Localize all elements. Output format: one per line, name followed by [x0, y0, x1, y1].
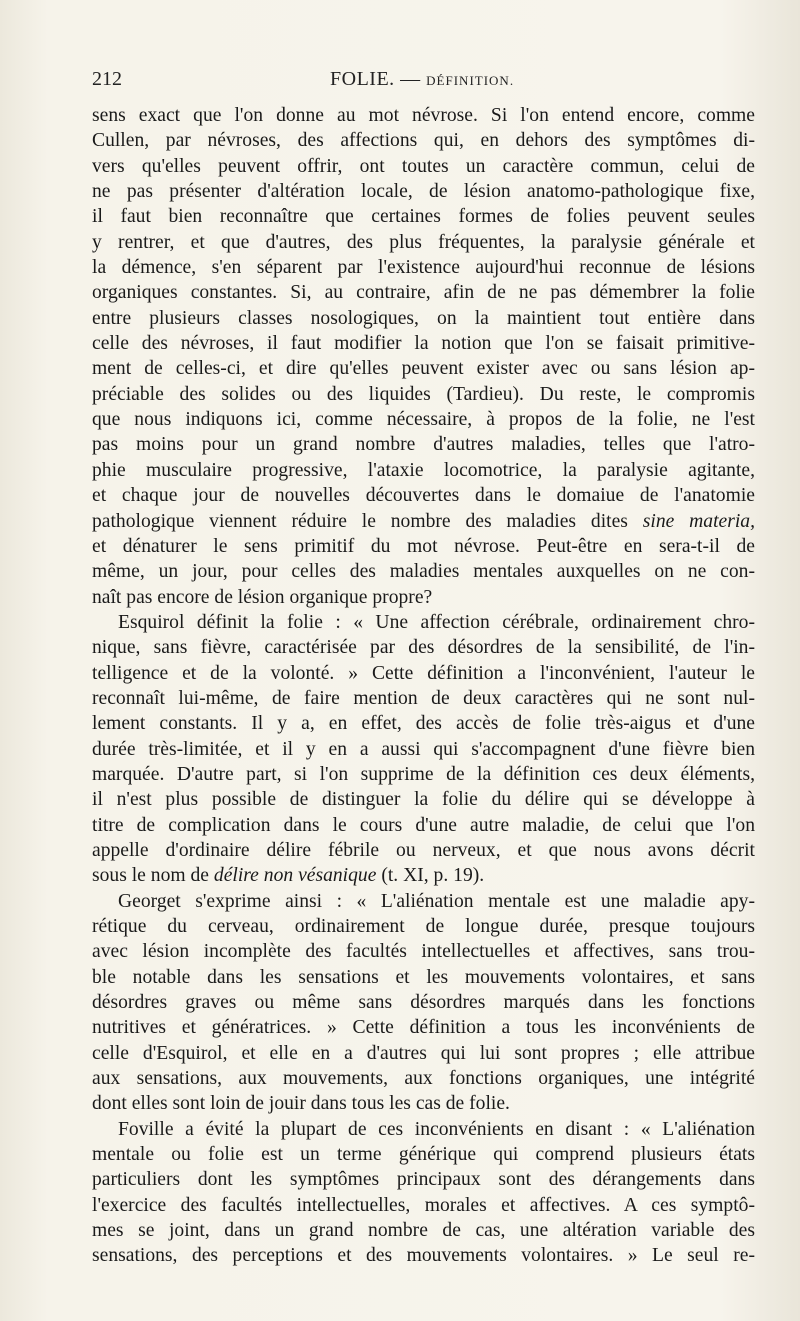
text-line-content: lement constants. Il y a, en effet, des accès de folie très-aigus et d'une	[92, 713, 755, 735]
text-line	[92, 838, 755, 863]
text-line	[92, 356, 755, 381]
text-line	[92, 458, 755, 483]
text-line-content: nique, sans fièvre, caractérisée par des désordres de la sensibilité, de l'in-	[92, 637, 755, 659]
text-line	[92, 103, 755, 128]
text-line	[92, 1243, 755, 1268]
header-section: DÉFINITION.	[426, 73, 515, 88]
text-line	[92, 737, 755, 762]
text-line	[92, 179, 755, 204]
text-line-content: que nous indiquons ici, comme nécessaire, à propos de la folie, ne l'est	[92, 409, 755, 431]
text-line	[92, 382, 755, 407]
text-line-content: entre plusieurs classes nosologiques, on la maintient tout entière dans	[92, 307, 755, 329]
text-line	[92, 128, 755, 153]
text-line-content: pas moins pour un grand nombre d'autres maladies, telles que l'atro-	[92, 434, 755, 456]
text-line-content: mentale ou folie est un terme générique qui comprend plusieurs états	[92, 1144, 755, 1166]
text-line-content: organiques constantes. Si, au contraire, afin de ne pas démembrer la folie	[92, 282, 755, 304]
text-line	[92, 1041, 755, 1066]
text-line	[92, 610, 755, 635]
text-line	[92, 1167, 755, 1192]
text-line-content: nutritives et génératrices. » Cette définition a tous les inconvénients de	[92, 1017, 755, 1039]
text-line	[92, 686, 755, 711]
text-line	[92, 204, 755, 229]
text-line-content: préciable des solides ou des liquides (Tardieu). Du reste, le compromis	[92, 383, 755, 405]
text-line	[92, 939, 755, 964]
text-line	[92, 711, 755, 736]
text-line	[92, 483, 755, 508]
text-line-content: vers qu'elles peuvent offrir, ont toutes un caractère commun, celui de	[92, 155, 755, 177]
text-line-content: désordres graves ou même sans désordres marqués dans les fonctions	[92, 992, 755, 1014]
text-line-content: durée très-limitée, et il y en a aussi qui s'accompagnent d'une fièvre bien	[92, 738, 755, 760]
text-line	[92, 509, 755, 534]
text-line	[92, 762, 755, 787]
text-line	[92, 534, 755, 559]
text-line-content: telligence et de la volonté. » Cette définition a l'inconvénient, l'auteur le	[92, 662, 755, 684]
text-line	[92, 1091, 755, 1116]
text-line	[92, 230, 755, 255]
text-line-content: phie musculaire progressive, l'ataxie locomotrice, la paralysie agitante,	[92, 459, 755, 481]
text-line	[92, 585, 755, 610]
running-header	[92, 68, 752, 94]
text-line-content: la démence, s'en séparent par l'existence aujourd'hui reconnue de lésions	[92, 257, 755, 279]
text-line-content: Cullen, par névroses, des affections qui, en dehors des symptômes di-	[92, 130, 755, 152]
text-line	[92, 914, 755, 939]
text-line-continuation: (t. XI, p. 19).	[376, 865, 485, 887]
header-separator: —	[400, 68, 421, 90]
text-line	[92, 1015, 755, 1040]
text-line	[92, 559, 755, 584]
text-line	[92, 407, 755, 432]
text-line-content: celle d'Esquirol, et elle en a d'autres qui lui sont propres ; elle attribue	[92, 1042, 755, 1064]
text-line	[92, 1193, 755, 1218]
text-line-content: il n'est plus possible de distinguer la folie du délire qui se développe à	[92, 789, 755, 811]
text-line-content: l'exercice des facultés intellectuelles, morales et affectives. A ces symptô-	[92, 1194, 755, 1216]
text-line-content: sens exact que l'on donne au mot névrose. Si l'on entend encore, comme	[92, 105, 755, 126]
text-line-content: Foville a évité la plupart de ces inconvénients en disant : « L'aliénation	[118, 1118, 755, 1140]
running-title	[330, 68, 514, 91]
text-line	[92, 863, 755, 888]
body-text	[92, 103, 755, 1269]
text-line-content: appelle d'ordinaire délire fébrile ou nerveux, et que nous avons décrit	[92, 839, 755, 861]
page-number: 212	[92, 68, 122, 90]
text-line-content: reconnaît lui-même, de faire mention de deux caractères qui ne sont nul-	[92, 687, 755, 709]
text-line	[92, 1218, 755, 1243]
text-line	[92, 1117, 755, 1142]
text-line-content: marquée. D'autre part, si l'on supprime de la définition ces deux éléments,	[92, 763, 755, 785]
text-line-content: et chaque jour de nouvelles découvertes dans le domaiue de l'anatomie	[92, 485, 755, 507]
text-line-content: il faut bien reconnaître que certaines formes de folies peuvent seules	[92, 206, 755, 228]
text-line	[92, 432, 755, 457]
text-line-content: ble notable dans les sensations et les mouvements volontaires, et sans	[92, 966, 755, 988]
header-title: FOLIE.	[330, 68, 395, 90]
text-line-content: naît pas encore de lésion organique propre?	[92, 586, 433, 608]
text-line-content: pathologique viennent réduire le nombre des maladies dites	[92, 510, 643, 532]
text-line	[92, 787, 755, 812]
text-line	[92, 1066, 755, 1091]
text-line-content: aux sensations, aux mouvements, aux fonctions organiques, une intégrité	[92, 1068, 755, 1090]
text-line-content: sous le nom de	[92, 865, 214, 887]
text-line	[92, 306, 755, 331]
text-line	[92, 965, 755, 990]
text-line-content: y rentrer, et que d'autres, des plus fréquentes, la paralysie générale et	[92, 231, 755, 253]
text-line-content: Esquirol définit la folie : « Une affection cérébrale, ordinairement chro-	[118, 611, 755, 633]
text-line-content: ne pas présenter d'altération locale, de lésion anatomo-pathologique fixe,	[92, 181, 755, 203]
italic-term: sine materia,	[642, 510, 756, 532]
text-line-content: celle des névroses, il faut modifier la notion que l'on se faisait primitive-	[92, 333, 755, 355]
text-line-content: titre de complication dans le cours d'une autre maladie, de celui que l'on	[92, 814, 755, 836]
italic-term: délire non vésanique	[213, 865, 377, 887]
text-line	[92, 280, 755, 305]
text-line	[92, 813, 755, 838]
text-line	[92, 1142, 755, 1167]
text-line-content: et dénaturer le sens primitif du mot névrose. Peut-être en sera-t-il de	[92, 535, 755, 557]
text-line-content: rétique du cerveau, ordinairement de longue durée, presque toujours	[92, 916, 755, 937]
text-line-content: particuliers dont les symptômes principaux sont des dérangements dans	[92, 1169, 755, 1191]
text-line-content: Georget s'exprime ainsi : « L'aliénation mentale est une maladie apy-	[118, 890, 755, 912]
text-line	[92, 255, 755, 280]
text-line	[92, 635, 755, 660]
text-line-content: mes se joint, dans un grand nombre de cas, une altération variable des	[92, 1220, 755, 1242]
text-line-content: sensations, des perceptions et des mouvements volontaires. » Le seul re-	[92, 1245, 755, 1267]
text-line-content: ment de celles-ci, et dire qu'elles peuvent exister avec ou sans lésion ap-	[92, 358, 755, 380]
text-line-content: avec lésion incomplète des facultés intellectuelles et affectives, sans trou-	[92, 941, 755, 963]
text-line	[92, 331, 755, 356]
text-line	[92, 990, 755, 1015]
text-line-content: même, un jour, pour celles des maladies mentales auxquelles on ne con-	[92, 561, 755, 583]
text-line	[92, 661, 755, 686]
text-line	[92, 889, 755, 914]
text-line-content: dont elles sont loin de jouir dans tous les cas de folie.	[92, 1093, 510, 1115]
text-line	[92, 154, 755, 179]
